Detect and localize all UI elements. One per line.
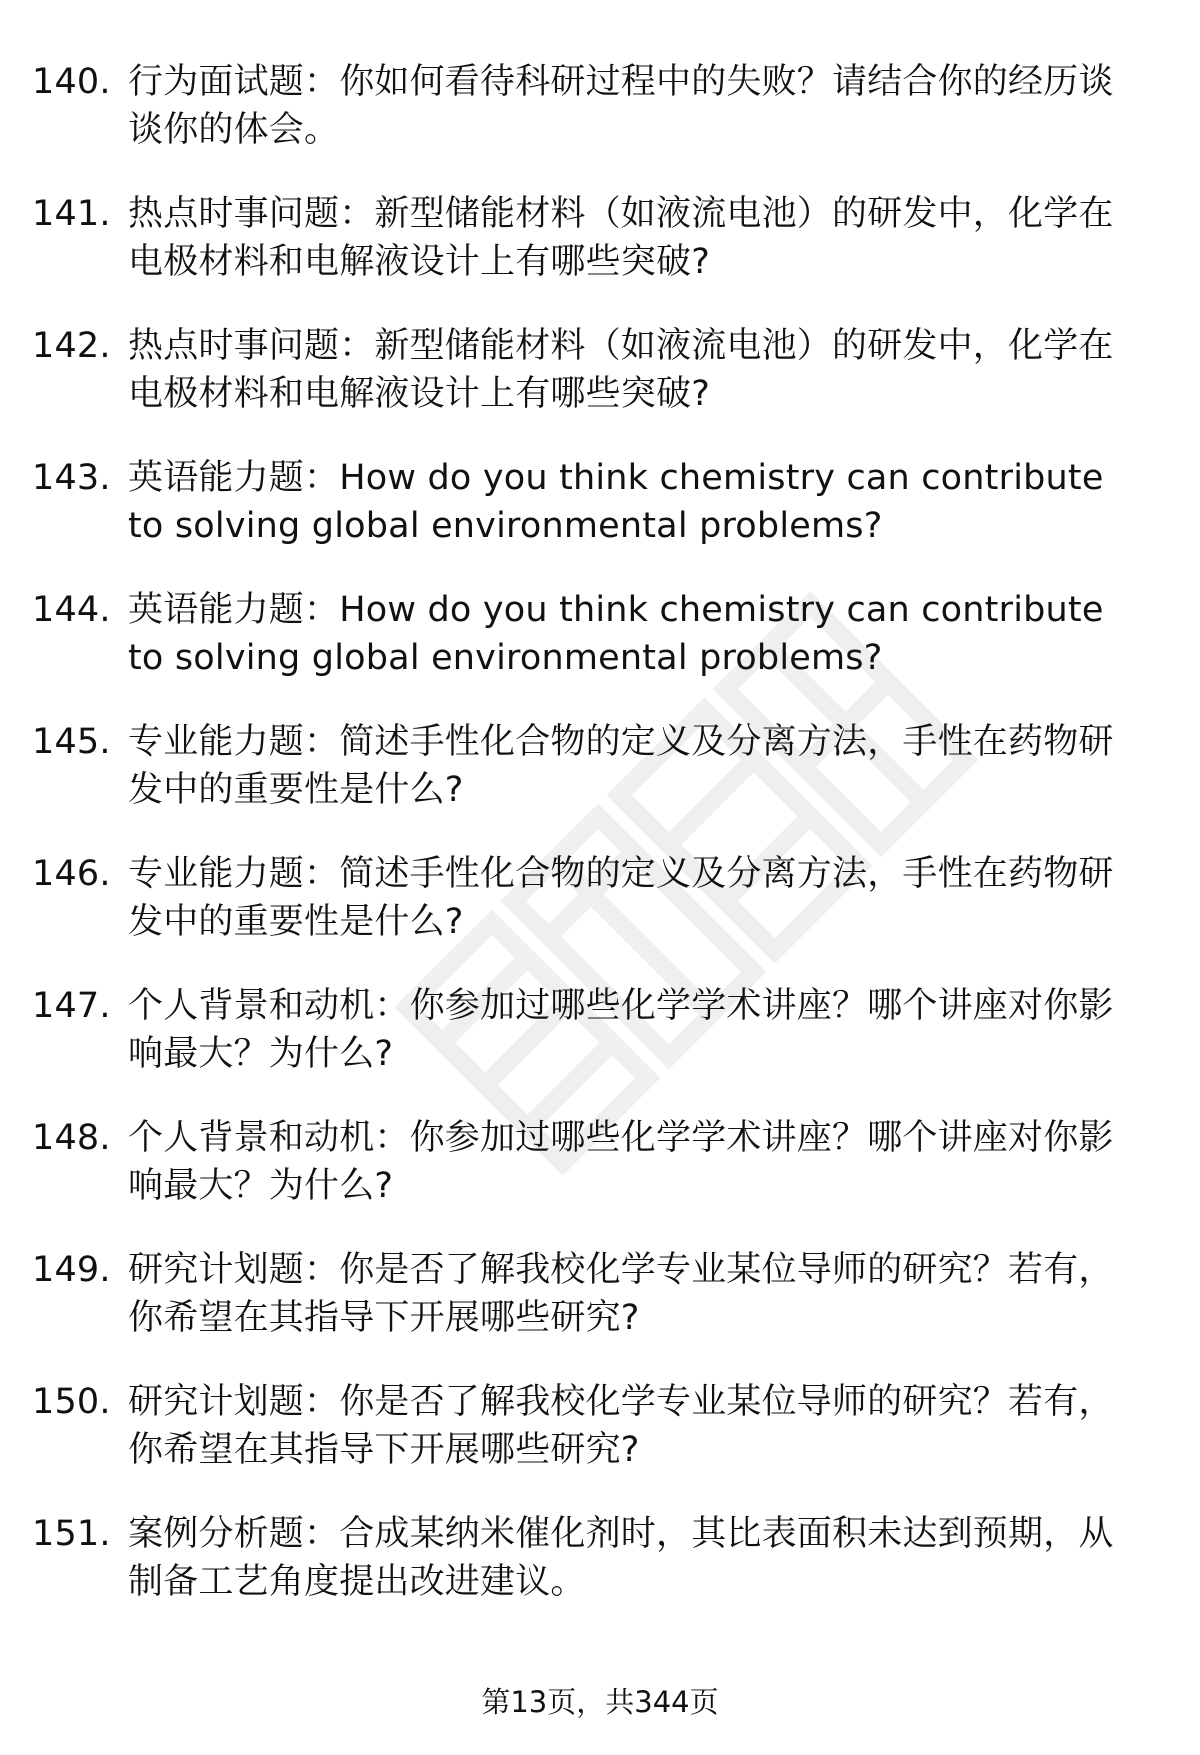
question-text: 热点时事问题：新型储能材料（如液流电池）的研发中，化学在电极材料和电解液设计上有哪些突破? [128,326,1114,414]
question-item-141 [32,190,1142,286]
question-text: 研究计划题：你是否了解我校化学专业某位导师的研究？若有，你希望在其指导下开展哪些研究? [128,1250,1114,1338]
question-item-144 [32,586,1142,682]
question-item-151 [32,1510,1142,1606]
question-number: 144. [32,590,111,630]
question-number: 151. [32,1514,111,1554]
question-item-145 [32,718,1142,814]
question-number: 140. [32,62,111,102]
question-number: 143. [32,458,111,498]
question-item-150 [32,1378,1142,1474]
question-text: 英语能力题：How do you think chemistry can contribute to solving global environmental problems? [128,458,1104,546]
question-number: 141. [32,194,111,234]
question-number: 149. [32,1250,111,1290]
page-number-label: 第13页，共344页 [481,1685,719,1719]
question-item-143 [32,454,1142,550]
question-text: 个人背景和动机：你参加过哪些化学学术讲座？哪个讲座对你影响最大？为什么? [128,1118,1114,1206]
question-text: 案例分析题：合成某纳米催化剂时，其比表面积未达到预期，从制备工艺角度提出改进建议。 [128,1514,1114,1602]
question-text: 热点时事问题：新型储能材料（如液流电池）的研发中，化学在电极材料和电解液设计上有哪些突破? [128,194,1114,282]
question-item-147 [32,982,1142,1078]
question-text: 行为面试题：你如何看待科研过程中的失败？请结合你的经历谈谈你的体会。 [128,62,1114,150]
question-number: 145. [32,722,111,762]
question-number: 146. [32,854,111,894]
question-text: 英语能力题：How do you think chemistry can contribute to solving global environmental problems? [128,590,1104,678]
question-text: 研究计划题：你是否了解我校化学专业某位导师的研究？若有，你希望在其指导下开展哪些研究? [128,1382,1114,1470]
question-number: 142. [32,326,111,366]
question-text: 个人背景和动机：你参加过哪些化学学术讲座？哪个讲座对你影响最大？为什么? [128,986,1114,1074]
question-number: 147. [32,986,111,1026]
question-list [32,58,1142,1642]
question-item-148 [32,1114,1142,1210]
question-text: 专业能力题：简述手性化合物的定义及分离方法，手性在药物研发中的重要性是什么? [128,854,1114,942]
question-item-142 [32,322,1142,418]
page-footer [0,1682,1200,1722]
question-item-149 [32,1246,1142,1342]
question-number: 150. [32,1382,111,1422]
question-number: 148. [32,1118,111,1158]
question-item-140 [32,58,1142,154]
question-item-146 [32,850,1142,946]
question-text: 专业能力题：简述手性化合物的定义及分离方法，手性在药物研发中的重要性是什么? [128,722,1114,810]
